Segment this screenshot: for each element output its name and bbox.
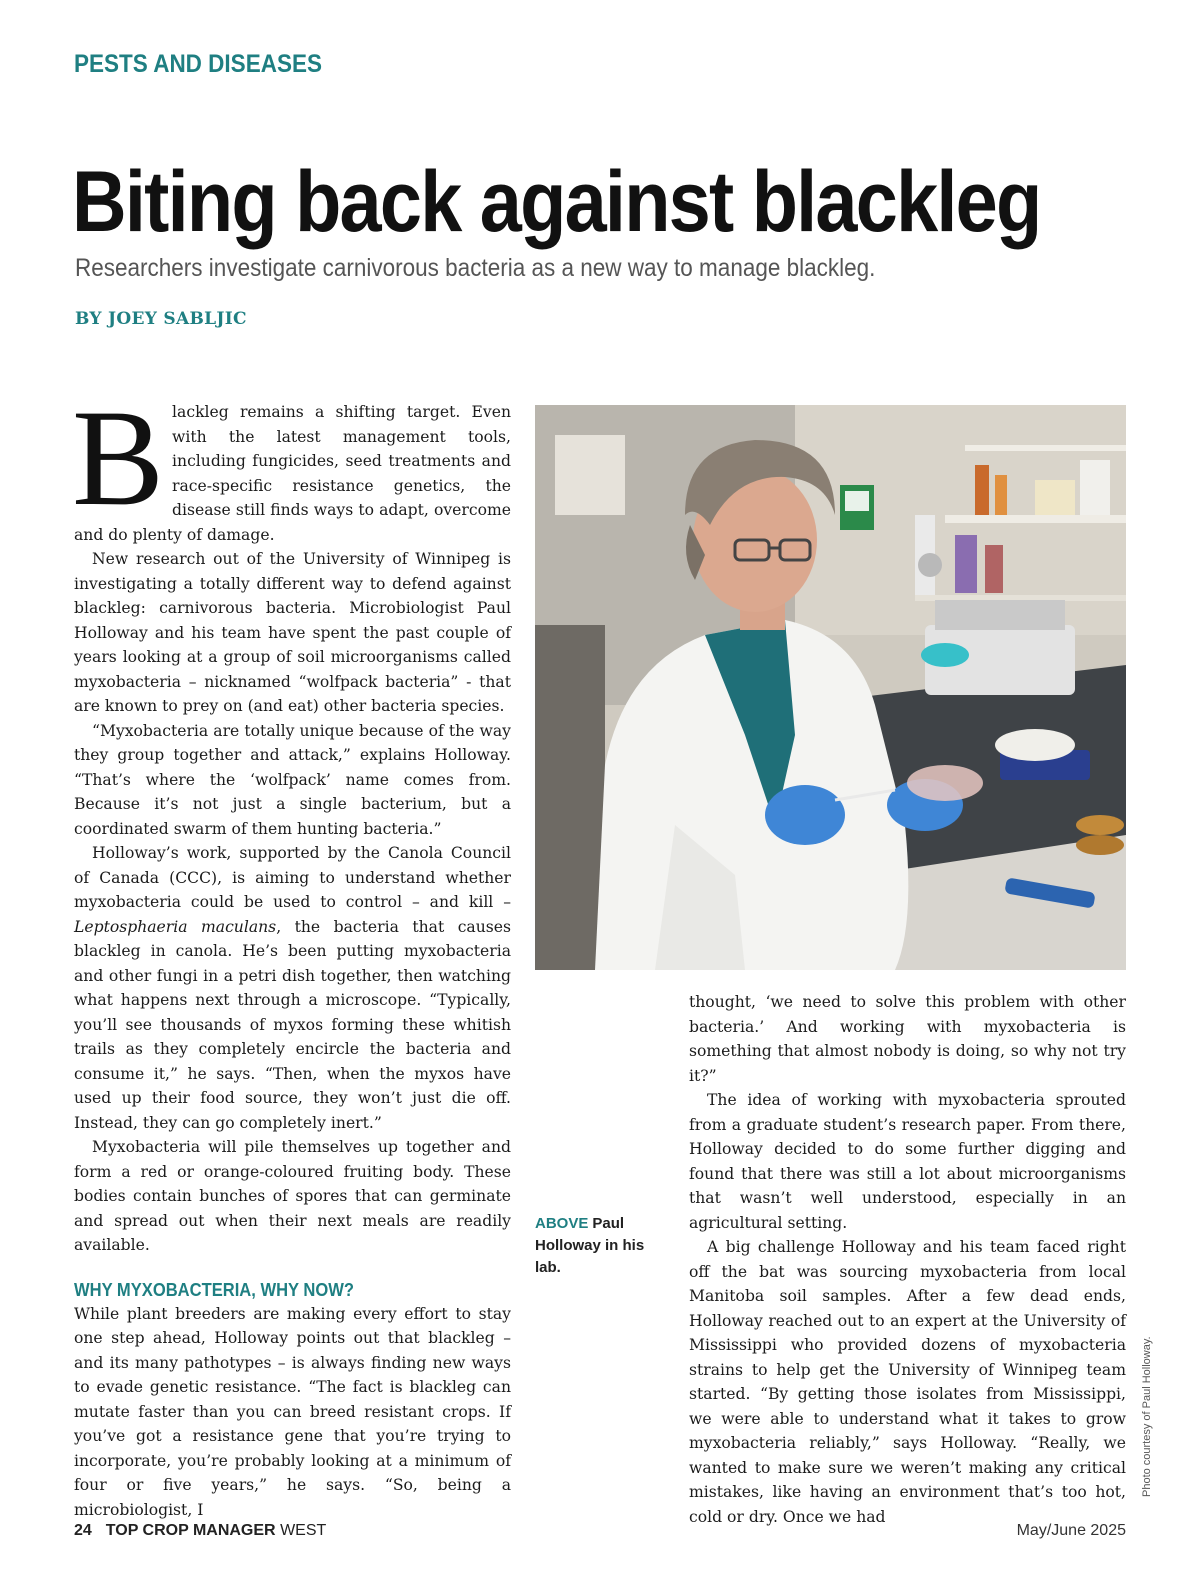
photo-caption <box>535 1213 650 1279</box>
paragraph: While plant breeders are making every effort to stay one step ahead, Holloway points out that blackleg – and its many pathotypes – is always finding new ways to evade genetic resistance. “The fact is blackleg can mutate faster than you can breed resistant crops. If you’ve got a resistance gene that you’re trying to incorporate, you’re probably looking at a minimum of four or five years,” he says. “So, being a microbiologist, I <box>74 1304 511 1519</box>
paragraph: New research out of the University of Winnipeg is investigating a totally different way to defend against blackleg: carnivorous bacteria. Microbiologist Paul Holloway and his team have spent the past couple of years looking at a group of soil microorganisms called myxobacteria – nicknamed “wolfpack bacteria” - that are known to prey on (and eat) other bacteria species. <box>74 550 511 715</box>
magazine-name: TOP CROP MANAGER <box>105 1522 276 1539</box>
subhead: WHY MYXOBACTERIA, WHY NOW? <box>74 1279 354 1300</box>
magazine-edition: WEST <box>280 1522 327 1539</box>
issue-date: May/June 2025 <box>1016 1522 1126 1539</box>
page-number: 24 <box>74 1522 92 1539</box>
paragraph: thought, ‘we need to solve this problem with other bacteria.’ And working with myxobacteria is something that almost nobody is doing, so why not try it?” <box>689 993 1126 1085</box>
paragraph: “Myxobacteria are totally unique because of the way they group together and attack,” explains Holloway. “That’s where the ‘wolfpack’ name comes from. Because it’s not just a single bacterium, but a coordinated swarm of them hunting bacteria.” <box>74 721 511 838</box>
photo-credit: Photo courtesy of Paul Holloway. <box>1141 1336 1153 1497</box>
deck: Researchers investigate carnivorous bacteria as a new way to manage blackleg. <box>75 254 876 282</box>
headline: Biting back against blackleg <box>72 154 1041 250</box>
paragraph: The idea of working with myxobacteria sprouted from a graduate student’s research paper. From there, Holloway decided to do some further digging and found that there was still a lot about microorganisms that wasn’t well understood, especially in an agricultural setting. <box>689 1091 1126 1232</box>
paragraph: Myxobacteria will pile themselves up together and form a red or orange-coloured fruiting body. These bodies contain bunches of spores that can germinate and spread out when their next meals are readily available. <box>74 1138 511 1254</box>
caption-lead: ABOVE <box>535 1215 589 1232</box>
paragraph-intro-text: lackleg remains a shifting target. Even with the latest management tools, including fungicides, seed treatments and race-specific resistance genetics, the disease still finds ways to adapt, overcome and do plenty of damage. <box>74 403 511 544</box>
paragraph-text: Holloway’s work, supported by the Canola Council of Canada (CCC), is aiming to understand whether myxobacteria could be used to control – and kill – <box>74 844 511 911</box>
lab-photo-illustration <box>535 405 1126 970</box>
footer-folio <box>74 1522 326 1540</box>
article-column-left <box>72 381 511 1522</box>
paragraph-text: , the bacteria that causes blackleg in canola. He’s been putting myxobacteria and other fungi in a petri dish together, then watching what happens next through a microscope. “Typically, you’ll see thousands of myxos forming these whitish trails as they completely encircle the bacteria and consume it,” he says. “Then, when the myxos have used up their food source, they won’t just die off. Instead, they can go completely inert.” <box>74 917 511 1132</box>
paragraph-intro <box>72 381 511 547</box>
drop-cap: B <box>72 381 165 534</box>
article-column-right <box>689 990 1126 1529</box>
species-name: Leptosphaeria maculans <box>74 917 277 936</box>
lab-photo <box>535 405 1126 970</box>
paragraph <box>74 841 511 1135</box>
paragraph: A big challenge Holloway and his team faced right off the bat was sourcing myxobacteria from local Manitoba soil samples. After a few dead ends, Holloway reached out to an expert at the University of Mississippi who provided dozens of myxobacteria strains to help get the University of Winnipeg team started. “By getting those isolates from Mississippi, we were able to understand what it takes to grow myxobacteria reliably,” says Holloway. “Really, we wanted to make sure we weren’t making any critical mistakes, like having an environment that’s too hot, cold or dry. Once we had <box>689 1238 1126 1526</box>
byline: BY JOEY SABLJIC <box>75 309 247 329</box>
caption-text: Paul Holloway in his lab. <box>535 1215 645 1276</box>
section-label: PESTS AND DISEASES <box>74 50 322 78</box>
